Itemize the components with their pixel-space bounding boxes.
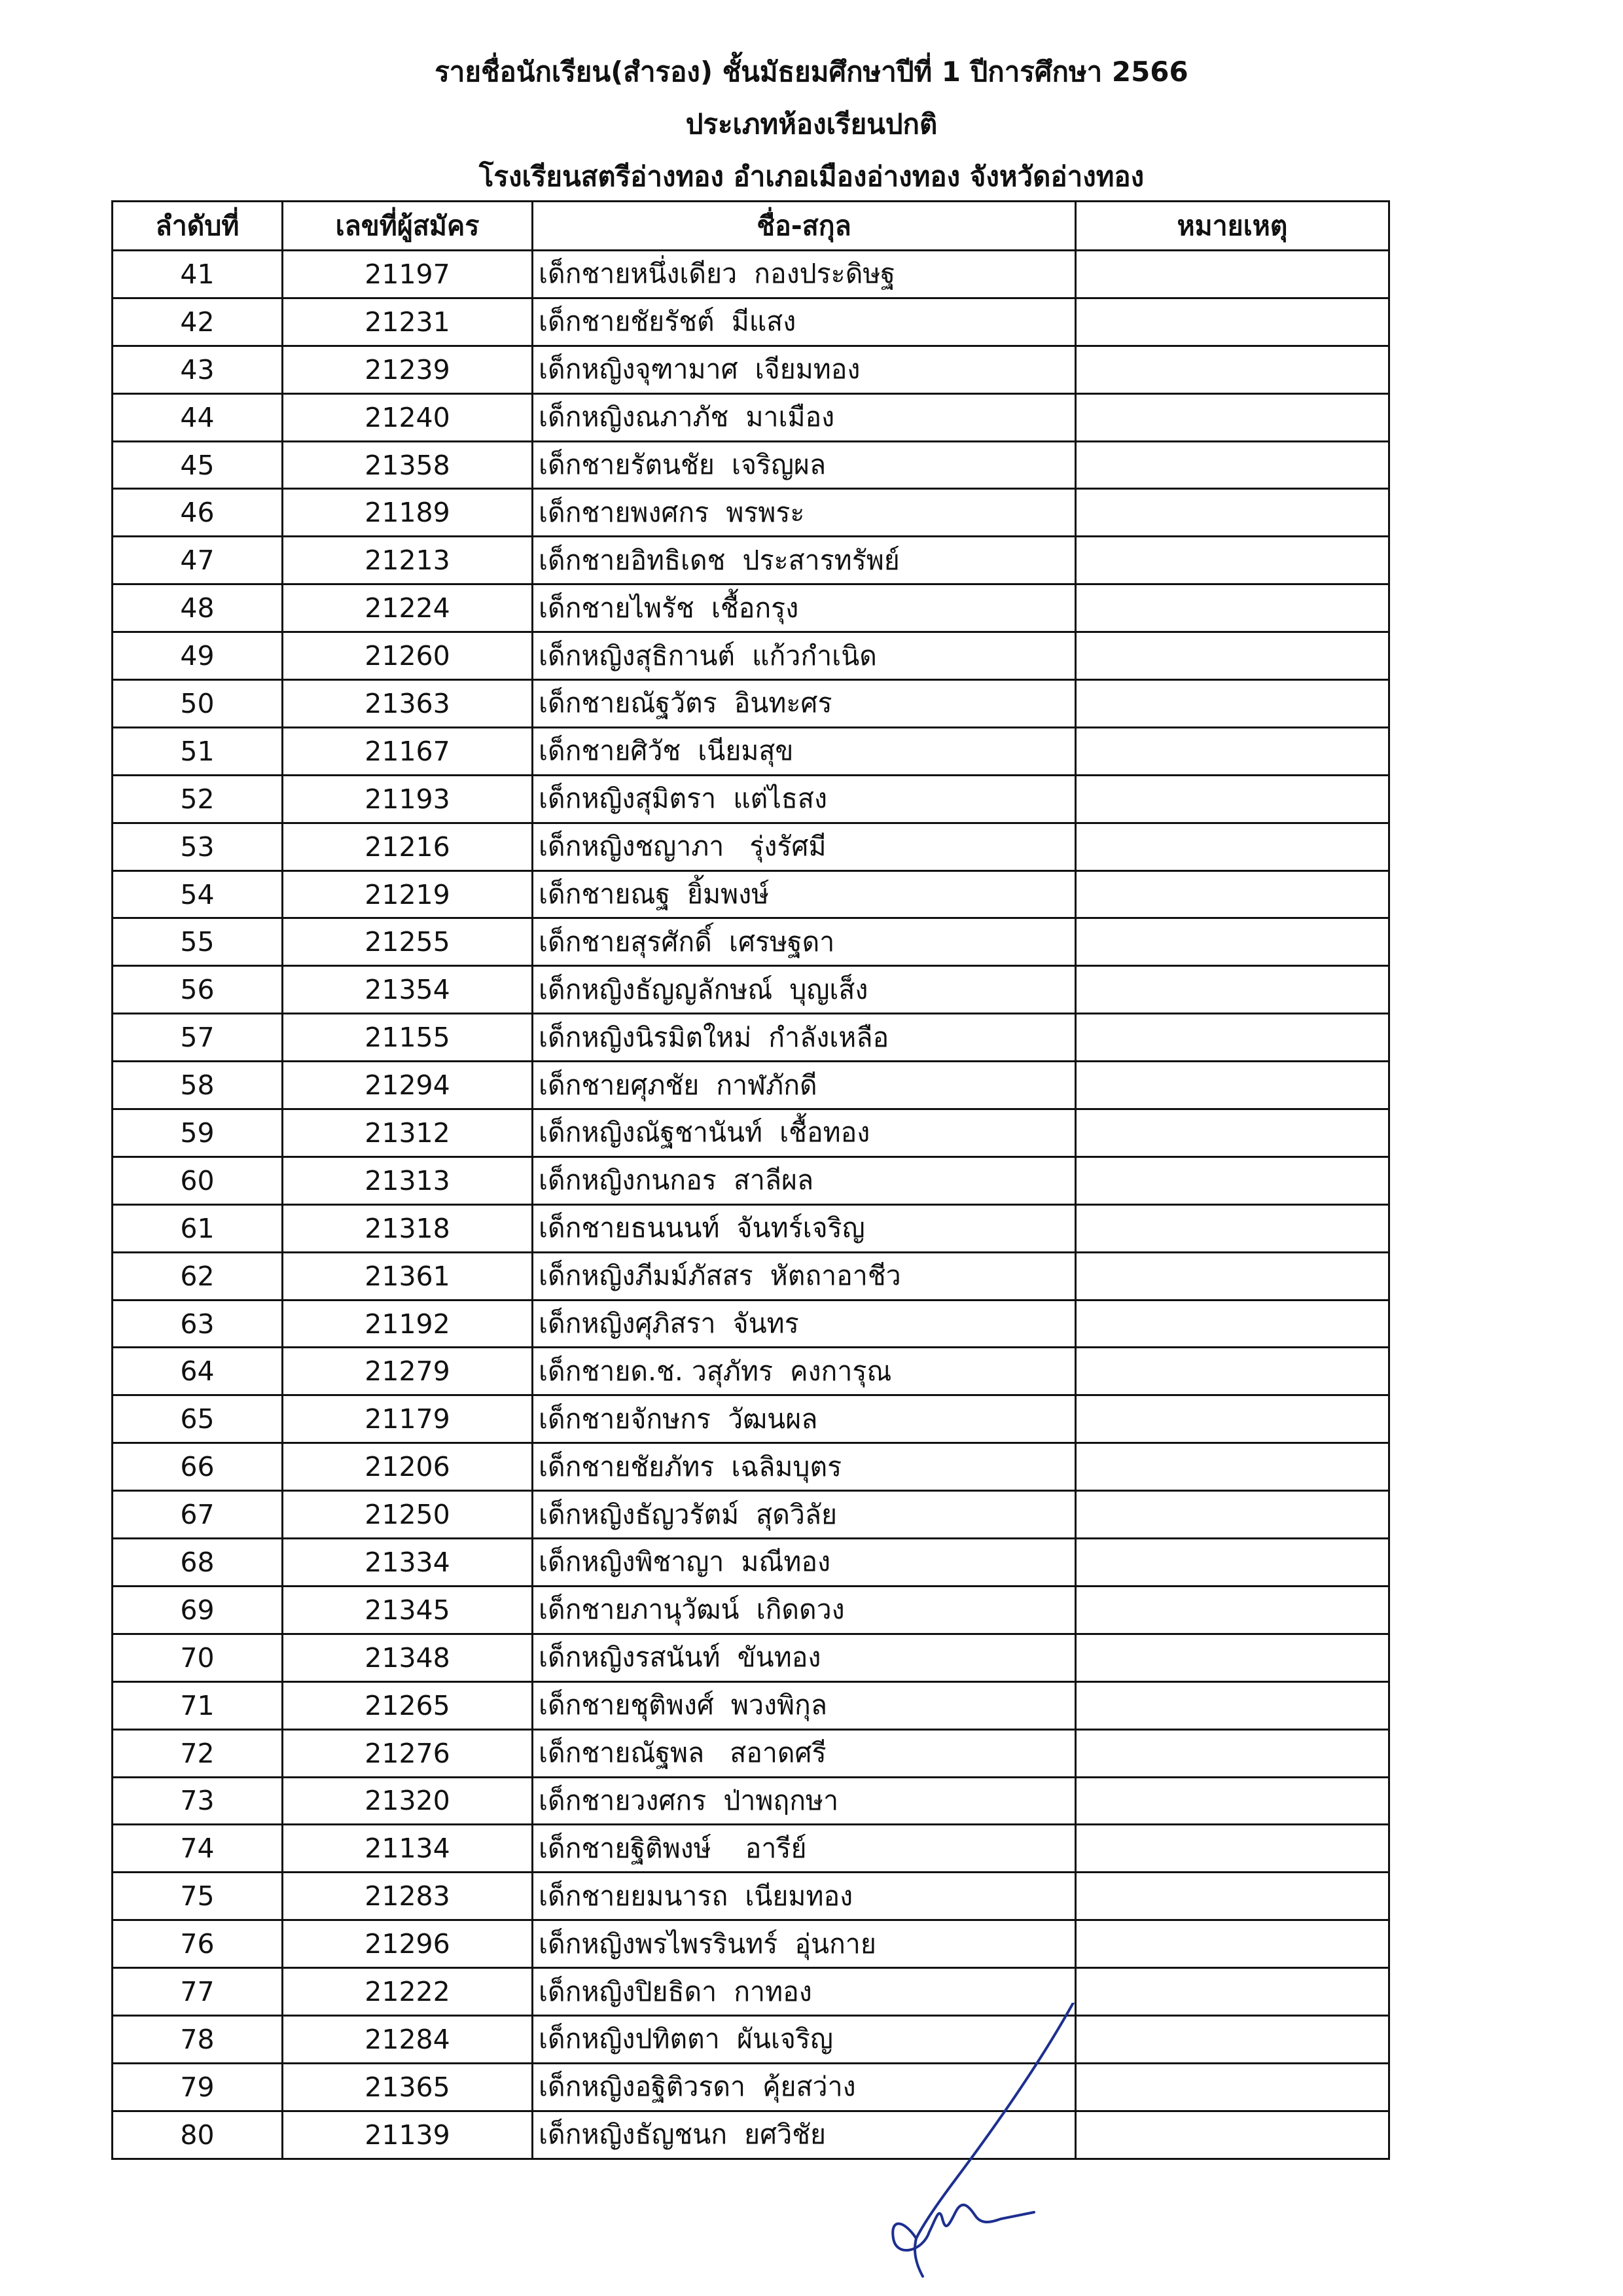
cell-note [1076, 489, 1389, 537]
document-header [0, 46, 1623, 203]
table-row [113, 1348, 1389, 1395]
cell-note [1076, 966, 1389, 1014]
cell-name: เด็กชายวงศกร ป่าพฤกษา [533, 1777, 1076, 1825]
cell-name: เด็กหญิงสุมิตรา แต่ไธสง [533, 775, 1076, 823]
cell-application-no: 21365 [283, 2063, 533, 2111]
cell-note [1076, 1443, 1389, 1491]
cell-name: เด็กหญิงศุภิสรา จันทร [533, 1300, 1076, 1348]
cell-seq: 47 [113, 537, 283, 584]
cell-application-no: 21354 [283, 966, 533, 1014]
table-row [113, 489, 1389, 537]
table-row [113, 680, 1389, 728]
column-header-name: ชื่อ-สกุล [533, 202, 1076, 251]
cell-note [1076, 680, 1389, 728]
cell-seq: 61 [113, 1204, 283, 1252]
table-row [113, 823, 1389, 870]
cell-note [1076, 870, 1389, 918]
table-row [113, 2015, 1389, 2063]
cell-name: เด็กหญิงอฐิติวรดา คุ้ยสว่าง [533, 2063, 1076, 2111]
cell-seq: 55 [113, 918, 283, 966]
cell-seq: 45 [113, 441, 283, 489]
cell-application-no: 21192 [283, 1300, 533, 1348]
cell-seq: 71 [113, 1681, 283, 1729]
cell-seq: 64 [113, 1348, 283, 1395]
cell-name: เด็กหญิงจุฑามาศ เจียมทอง [533, 346, 1076, 393]
cell-seq: 65 [113, 1395, 283, 1443]
cell-note [1076, 298, 1389, 346]
cell-seq: 59 [113, 1109, 283, 1157]
table-row [113, 1300, 1389, 1348]
school-name: โรงเรียนสตรีอ่างทอง อำเภอเมืองอ่างทอง จังหวัดอ่างทอง [478, 160, 1145, 192]
cell-seq: 78 [113, 2015, 283, 2063]
cell-seq: 74 [113, 1825, 283, 1873]
cell-seq: 72 [113, 1729, 283, 1777]
cell-name: เด็กชายชัยรัชต์ มีแสง [533, 298, 1076, 346]
cell-name: เด็กหญิงปิยธิดา กาทอง [533, 1968, 1076, 2016]
cell-name: เด็กชายอิทธิเดช ประสารทรัพย์ [533, 537, 1076, 584]
table-row [113, 1920, 1389, 1968]
cell-name: เด็กชายยมนารถ เนียมทอง [533, 1873, 1076, 1920]
cell-application-no: 21134 [283, 1825, 533, 1873]
table-row [113, 1539, 1389, 1587]
cell-name: เด็กชายพงศกร พรพระ [533, 489, 1076, 537]
cell-name: เด็กหญิงพิชาญา มณีทอง [533, 1539, 1076, 1587]
table-row [113, 1395, 1389, 1443]
cell-note [1076, 1491, 1389, 1539]
table-row [113, 1777, 1389, 1825]
table-row [113, 632, 1389, 680]
cell-note [1076, 1395, 1389, 1443]
cell-name: เด็กหญิงภีมม์ภัสสร หัตถาอาชีว [533, 1252, 1076, 1300]
cell-application-no: 21363 [283, 680, 533, 728]
cell-name: เด็กชายณัฐพล สอาดศรี [533, 1729, 1076, 1777]
cell-note [1076, 1300, 1389, 1348]
classroom-type: ประเภทห้องเรียนปกติ [685, 108, 938, 140]
cell-application-no: 21358 [283, 441, 533, 489]
cell-note [1076, 632, 1389, 680]
cell-note [1076, 727, 1389, 775]
cell-seq: 73 [113, 1777, 283, 1825]
cell-name: เด็กชายด.ช. วสุภัทร คงการุณ [533, 1348, 1076, 1395]
cell-application-no: 21219 [283, 870, 533, 918]
cell-note [1076, 775, 1389, 823]
cell-note [1076, 1968, 1389, 2016]
table-row [113, 966, 1389, 1014]
table-row [113, 870, 1389, 918]
cell-name: เด็กหญิงธัญญลักษณ์ บุญเส็ง [533, 966, 1076, 1014]
cell-note [1076, 1729, 1389, 1777]
table-row [113, 1825, 1389, 1873]
table-row [113, 1491, 1389, 1539]
cell-seq: 43 [113, 346, 283, 393]
cell-note [1076, 1204, 1389, 1252]
cell-application-no: 21216 [283, 823, 533, 870]
cell-seq: 52 [113, 775, 283, 823]
cell-seq: 67 [113, 1491, 283, 1539]
table-row [113, 346, 1389, 393]
cell-name: เด็กหญิงนิรมิตใหม่ กำลังเหลือ [533, 1014, 1076, 1062]
table-row [113, 1204, 1389, 1252]
cell-note [1076, 823, 1389, 870]
cell-note [1076, 1539, 1389, 1587]
table-row [113, 298, 1389, 346]
table-row [113, 1062, 1389, 1109]
cell-application-no: 21193 [283, 775, 533, 823]
cell-name: เด็กชายรัตนชัย เจริญผล [533, 441, 1076, 489]
cell-name: เด็กชายภานุวัฒน์ เกิดดวง [533, 1586, 1076, 1634]
cell-seq: 46 [113, 489, 283, 537]
cell-note [1076, 1348, 1389, 1395]
cell-application-no: 21179 [283, 1395, 533, 1443]
cell-note [1076, 2015, 1389, 2063]
cell-seq: 69 [113, 1586, 283, 1634]
table-row [113, 1968, 1389, 2016]
table-row [113, 2063, 1389, 2111]
cell-name: เด็กหญิงสุธิกานต์ แก้วกำเนิด [533, 632, 1076, 680]
cell-name: เด็กหญิงกนกอร สาลีผล [533, 1157, 1076, 1204]
cell-seq: 63 [113, 1300, 283, 1348]
cell-note [1076, 537, 1389, 584]
cell-name: เด็กหญิงณัฐชานันท์ เชื้อทอง [533, 1109, 1076, 1157]
cell-application-no: 21260 [283, 632, 533, 680]
cell-note [1076, 251, 1389, 298]
table-row [113, 1586, 1389, 1634]
cell-note [1076, 1920, 1389, 1968]
cell-name: เด็กชายฐิติพงษ์ อารีย์ [533, 1825, 1076, 1873]
cell-seq: 68 [113, 1539, 283, 1587]
cell-seq: 54 [113, 870, 283, 918]
table-row [113, 1443, 1389, 1491]
cell-name: เด็กหญิงธัญชนก ยศวิชัย [533, 2111, 1076, 2159]
cell-application-no: 21255 [283, 918, 533, 966]
table-row [113, 918, 1389, 966]
cell-seq: 56 [113, 966, 283, 1014]
table-row [113, 584, 1389, 632]
cell-seq: 80 [113, 2111, 283, 2159]
cell-seq: 44 [113, 393, 283, 441]
cell-name: เด็กหญิงรสนันท์ ขันทอง [533, 1634, 1076, 1681]
cell-name: เด็กหญิงธัญวรัตม์ สุดวิลัย [533, 1491, 1076, 1539]
table-row [113, 1014, 1389, 1062]
cell-application-no: 21334 [283, 1539, 533, 1587]
cell-application-no: 21320 [283, 1777, 533, 1825]
cell-application-no: 21197 [283, 251, 533, 298]
table-row [113, 441, 1389, 489]
cell-name: เด็กชายจักษกร วัฒนผล [533, 1395, 1076, 1443]
cell-seq: 76 [113, 1920, 283, 1968]
cell-seq: 57 [113, 1014, 283, 1062]
cell-application-no: 21313 [283, 1157, 533, 1204]
cell-note [1076, 1825, 1389, 1873]
signature [877, 2003, 1086, 2278]
cell-note [1076, 1586, 1389, 1634]
cell-note [1076, 584, 1389, 632]
cell-application-no: 21155 [283, 1014, 533, 1062]
cell-seq: 49 [113, 632, 283, 680]
cell-seq: 77 [113, 1968, 283, 2016]
cell-note [1076, 441, 1389, 489]
cell-application-no: 21294 [283, 1062, 533, 1109]
cell-note [1076, 393, 1389, 441]
cell-name: เด็กชายศุภชัย กาฬภักดี [533, 1062, 1076, 1109]
cell-application-no: 21361 [283, 1252, 533, 1300]
cell-note [1076, 1014, 1389, 1062]
table-row [113, 1157, 1389, 1204]
cell-name: เด็กชายศิวัช เนียมสุข [533, 727, 1076, 775]
cell-application-no: 21189 [283, 489, 533, 537]
cell-application-no: 21276 [283, 1729, 533, 1777]
cell-application-no: 21284 [283, 2015, 533, 2063]
cell-note [1076, 1634, 1389, 1681]
cell-name: เด็กชายชุติพงศ์ พวงพิกุล [533, 1681, 1076, 1729]
cell-name: เด็กชายธนนนท์ จันทร์เจริญ [533, 1204, 1076, 1252]
column-header-seq: ลำดับที่ [113, 202, 283, 251]
cell-application-no: 21265 [283, 1681, 533, 1729]
cell-application-no: 21231 [283, 298, 533, 346]
cell-seq: 60 [113, 1157, 283, 1204]
cell-application-no: 21283 [283, 1873, 533, 1920]
cell-name: เด็กหญิงปทิตตา ผันเจริญ [533, 2015, 1076, 2063]
cell-note [1076, 1157, 1389, 1204]
cell-note [1076, 1109, 1389, 1157]
cell-seq: 48 [113, 584, 283, 632]
cell-application-no: 21222 [283, 1968, 533, 2016]
cell-application-no: 21206 [283, 1443, 533, 1491]
cell-seq: 42 [113, 298, 283, 346]
column-header-application-no: เลขที่ผู้สมัคร [283, 202, 533, 251]
cell-application-no: 21318 [283, 1204, 533, 1252]
cell-seq: 79 [113, 2063, 283, 2111]
cell-seq: 50 [113, 680, 283, 728]
table-row [113, 1252, 1389, 1300]
cell-seq: 75 [113, 1873, 283, 1920]
cell-note [1076, 918, 1389, 966]
table-row [113, 1634, 1389, 1681]
cell-note [1076, 346, 1389, 393]
cell-application-no: 21250 [283, 1491, 533, 1539]
cell-application-no: 21224 [283, 584, 533, 632]
table-row [113, 2111, 1389, 2159]
cell-name: เด็กหญิงชญาภา รุ่งรัศมี [533, 823, 1076, 870]
table-row [113, 1873, 1389, 1920]
cell-application-no: 21348 [283, 1634, 533, 1681]
cell-application-no: 21279 [283, 1348, 533, 1395]
cell-note [1076, 1681, 1389, 1729]
table-row [113, 251, 1389, 298]
table-header-row [113, 202, 1389, 251]
cell-application-no: 21139 [283, 2111, 533, 2159]
cell-seq: 51 [113, 727, 283, 775]
reserve-student-table [111, 200, 1390, 2160]
cell-seq: 58 [113, 1062, 283, 1109]
cell-name: เด็กหญิงณภาภัช มาเมือง [533, 393, 1076, 441]
cell-name: เด็กชายไพรัช เชื้อกรุง [533, 584, 1076, 632]
cell-seq: 53 [113, 823, 283, 870]
cell-name: เด็กชายชัยภัทร เฉลิมบุตร [533, 1443, 1076, 1491]
cell-application-no: 21296 [283, 1920, 533, 1968]
cell-note [1076, 2063, 1389, 2111]
cell-seq: 41 [113, 251, 283, 298]
cell-name: เด็กหญิงพรไพรรินทร์ อุ่นกาย [533, 1920, 1076, 1968]
cell-name: เด็กชายณฐ ยิ้มพงษ์ [533, 870, 1076, 918]
cell-name: เด็กชายสุรศักดิ์ เศรษฐดา [533, 918, 1076, 966]
cell-name: เด็กชายณัฐวัตร อินทะศร [533, 680, 1076, 728]
column-header-note: หมายเหตุ [1076, 202, 1389, 251]
document-title: รายชื่อนักเรียน(สำรอง) ชั้นมัธยมศึกษาปีที่ 1 ปีการศึกษา 2566 [435, 56, 1188, 88]
table-row [113, 727, 1389, 775]
cell-application-no: 21213 [283, 537, 533, 584]
table-row [113, 1681, 1389, 1729]
cell-seq: 66 [113, 1443, 283, 1491]
cell-application-no: 21239 [283, 346, 533, 393]
cell-note [1076, 1777, 1389, 1825]
cell-note [1076, 1873, 1389, 1920]
cell-note [1076, 2111, 1389, 2159]
cell-note [1076, 1062, 1389, 1109]
cell-application-no: 21312 [283, 1109, 533, 1157]
cell-application-no: 21167 [283, 727, 533, 775]
cell-application-no: 21240 [283, 393, 533, 441]
table-row [113, 775, 1389, 823]
table-row [113, 1729, 1389, 1777]
cell-application-no: 21345 [283, 1586, 533, 1634]
cell-seq: 70 [113, 1634, 283, 1681]
table-row [113, 1109, 1389, 1157]
table-row [113, 537, 1389, 584]
table-row [113, 393, 1389, 441]
cell-name: เด็กชายหนึ่งเดียว กองประดิษฐ [533, 251, 1076, 298]
cell-seq: 62 [113, 1252, 283, 1300]
cell-note [1076, 1252, 1389, 1300]
